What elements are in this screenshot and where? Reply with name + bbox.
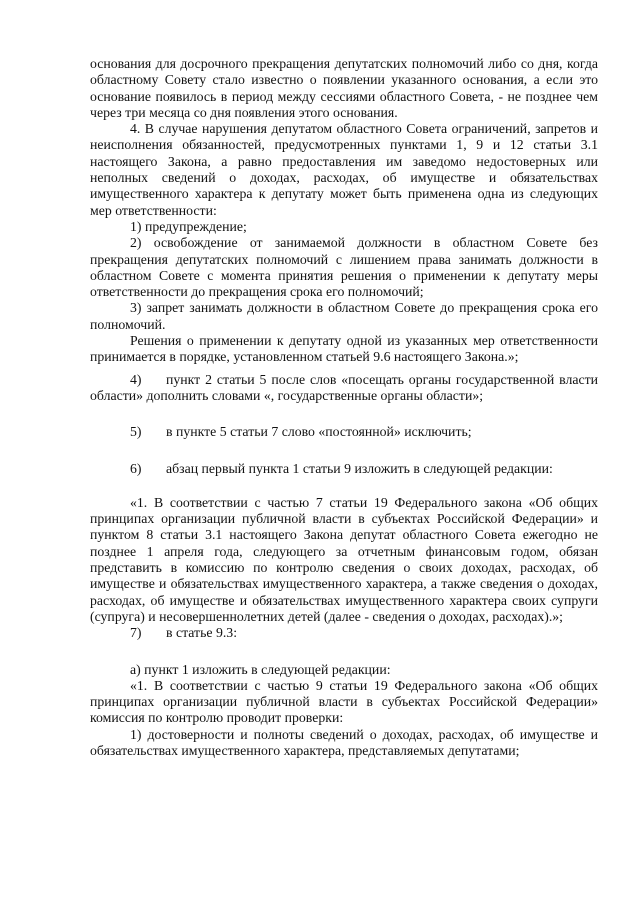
paragraph-measure-1: 1) предупреждение; <box>130 218 247 234</box>
paragraph-continuation: основания для досрочного прекращения депутатских полномочий либо со дня, когда областному Совету стало известно о появлении указанного основания, а если это основание появилось в период между сессиями областного Совета, - не позднее чем через три месяца со дня появления этого основания. <box>90 56 598 120</box>
paragraph-check-1: 1) достоверности и полноты сведений о доходах, расходах, об имуществе и обязательствах имущественного характера, представляемых депутатами; <box>90 726 598 758</box>
item-number: 7) <box>130 625 142 641</box>
item-number: 6) <box>130 460 142 476</box>
quoted-paragraph-1: «1. В соответствии с частью 7 статьи 19 Федерального закона «Об общих принципах организации публичной власти в субъектах Российской Федерации» и пунктом 8 статьи 3.1 настоящего Закона депутат областного Совета ежегодно не позднее 1 апреля года, следующего за отчетным финансовым годом, обязан представить в комиссию по контролю сведения о своих доходах, расходах, об имуществе и обязательствах имущественного характера, а также сведения о доходах, расходах, об имуществе и обязательствах имущественного характера своих супруги (супруга) и несовершеннолетних детей (далее - сведения о доходах, расходах).»; <box>90 494 598 624</box>
quoted-paragraph-2: «1. В соответствии с частью 9 статьи 19 Федерального закона «Об общих принципах организации публичной власти в субъектах Российской Федерации» комиссия по контролю проводит проверки: <box>90 677 598 726</box>
item-text: в пункте 5 статьи 7 слово «постоянной» исключить; <box>166 424 472 440</box>
amendment-item-5 <box>90 424 598 440</box>
item-number: 5) <box>130 424 142 440</box>
paragraph-measure-3: 3) запрет занимать должности в областном Совете до прекращения срока его полномочий. <box>90 300 598 332</box>
sub-item-a: а) пункт 1 изложить в следующей редакции: <box>130 661 391 677</box>
paragraph-item-4: 4. В случае нарушения депутатом областного Совета ограничений, запретов и неисполнения обязанностей, предусмотренных пунктами 1, 9 и 12 статьи 3.1 настоящего Закона, а равно предоставления им заведомо недостоверных или неполных сведений о доходах, расходах, об имуществе и обязательствах имущественного характера к депутату может быть применена одна из следующих мер ответственности: <box>90 121 598 218</box>
item-text: пункт 2 статьи 5 после слов «посещать органы государственной власти области» дополнить словами «, государственные органы области»; <box>90 371 598 403</box>
item-number: 4) <box>130 371 142 387</box>
item-text: в статье 9.3: <box>166 625 238 641</box>
paragraph-decisions: Решения о применении к депутату одной из указанных мер ответственности принимается в порядке, установленном статьей 9.6 настоящего Закона.»; <box>90 333 598 365</box>
item-text: абзац первый пункта 1 статьи 9 изложить в следующей редакции: <box>166 460 553 476</box>
amendment-item-7 <box>90 625 598 641</box>
document-page <box>90 56 598 759</box>
amendment-item-4 <box>90 372 598 405</box>
amendment-item-6 <box>90 461 598 477</box>
paragraph-measure-2: 2) освобождение от занимаемой должности в областном Совете без прекращения депутатских полномочий с лишением права занимать должности в областном Совете с момента принятия решения о применении к депутату меры ответственности до прекращения срока его полномочий; <box>90 235 598 300</box>
